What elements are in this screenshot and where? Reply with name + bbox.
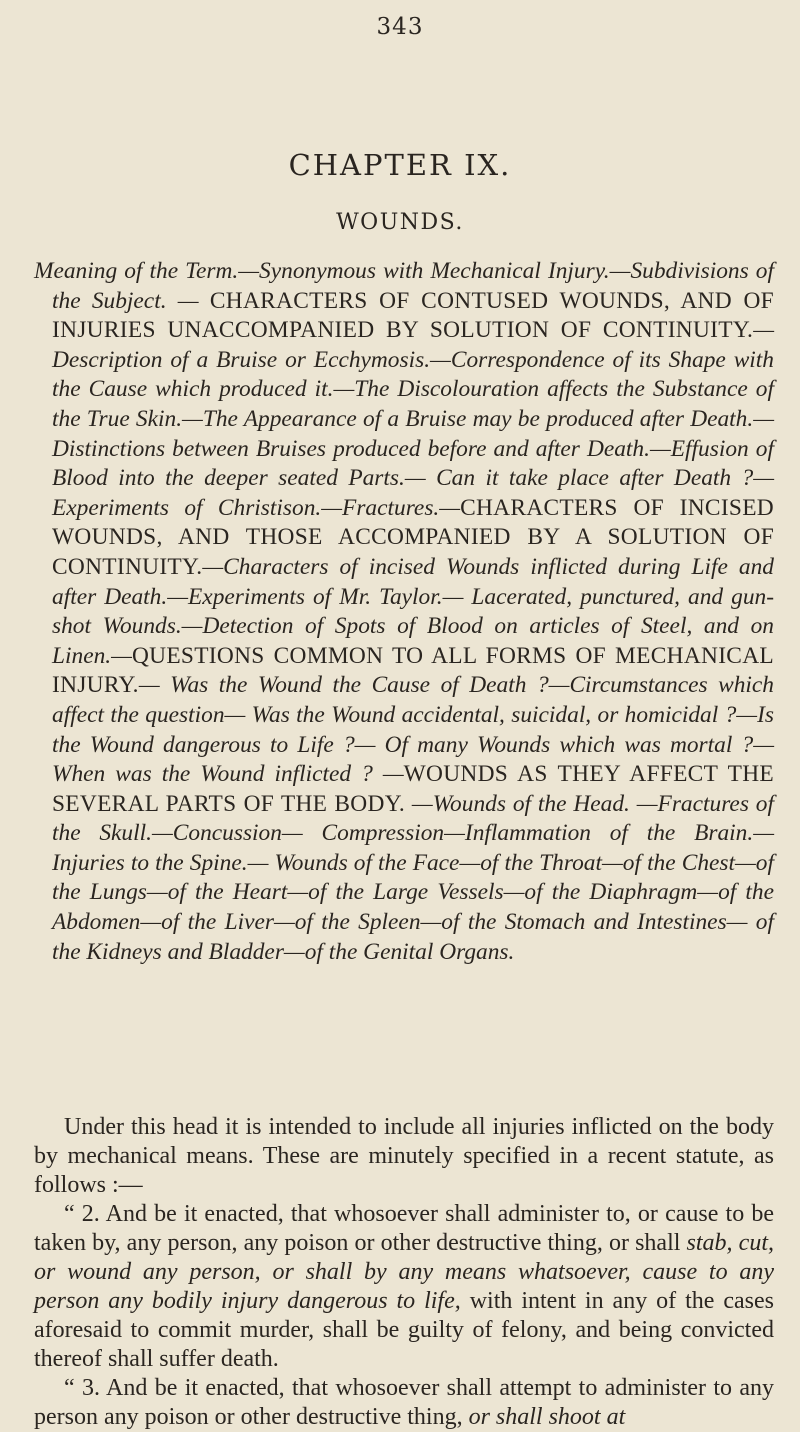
body-paragraph-1: Under this head it is intended to include all injuries inflicted on the body by mechanical means. These are minutely specified in a recent statute, as follows :— bbox=[34, 1114, 774, 1198]
summary-segment: Meaning of the Term.—Synonymous with Mechanical Injury.—Subdivisions of the Subject. — bbox=[34, 258, 774, 314]
summary-segment: —Wounds of the Head. —Fractures of the Skull.—Concussion— Compression—Inflammation of the Brain.—Injuries to the Spine.— Wounds of the Face—of the Throat—of the Chest—of the Lungs—of the Heart—of the Large Vessels—of the Diaphragm—of the Abdomen—of the Liver—of the Spleen—of the Stomach and Intestines— of the Kidneys and Bladder—of the Genital Organs. bbox=[52, 790, 774, 965]
summary-smallcaps-segment: CHARACTERS OF INCISED WOUNDS, AND THOSE ACCOMPANIED BY A SOLUTION OF CONTINUITY. bbox=[52, 494, 774, 580]
body-paragraph-2 bbox=[34, 1200, 774, 1374]
summary-smallcaps-segment: QUESTIONS COMMON TO ALL FORMS OF MECHANICAL INJURY. bbox=[52, 642, 774, 699]
summary-paragraph bbox=[34, 257, 774, 967]
summary-smallcaps-segment: WOUNDS AS THEY AFFECT THE SEVERAL PARTS OF THE BODY. bbox=[52, 761, 775, 817]
chapter-title: CHAPTER IX. bbox=[288, 148, 512, 182]
chapter-summary bbox=[34, 257, 774, 967]
summary-segment: —Characters of incised Wounds inflicted during Life and after Death.—Experiments of Mr. Taylor.— Lacerated, punctured, and gun-shot Wounds.—Detection of Spots of Blood on articles of Steel, and on Linen.— bbox=[52, 553, 774, 669]
statute-text: “ 3. And be it enacted, that whosoever shall attempt to administer to any person any poison or other destructive thing, bbox=[34, 1375, 774, 1430]
body-paragraph-3 bbox=[34, 1374, 774, 1432]
summary-smallcaps-segment: CHARACTERS OF CONTUSED WOUNDS, AND OF INJURIES UNACCOMPANIED BY SOLUTION OF CONTINUITY. bbox=[52, 287, 774, 344]
page-number: 343 bbox=[376, 14, 424, 40]
summary-segment: — Was the Wound the Cause of Death ?—Circumstances which affect the question— Was the Wound accidental, suicidal, or homicidal ?—Is the Wound dangerous to Life ?— Of many Wounds which was mortal ?— When was the Wound inflicted ? — bbox=[52, 672, 774, 788]
statute-text: with intent in any of the cases aforesaid to commit murder, shall be guilty of felony, and being convicted thereof shall suffer death. bbox=[34, 1288, 774, 1372]
statute-italic-text: or shall shoot at bbox=[468, 1404, 626, 1430]
section-heading: WOUNDS. bbox=[336, 210, 464, 235]
statute-text: “ 2. And be it enacted, that whosoever shall administer to, or cause to be taken by, any person, any poison or other destructive thing, or shall bbox=[34, 1201, 774, 1256]
summary-segment: —Description of a Bruise or Ecchymosis.—Correspondence of its Shape with the Cause which produced it.—The Discolouration affects the Substance of the True Skin.—The Appearance of a Bruise may be produced after Death.—Distinctions between Bruises produced before and after Death.—Effusion of Blood into the deeper seated Parts.— Can it take place after Death ?—Experiments of Christison.—Fractures.— bbox=[52, 317, 774, 521]
statute-italic-text: stab, cut, or wound any person, or shall by any means whatsoever, cause to any person any bodily injury dangerous to life, bbox=[34, 1230, 775, 1314]
body-text bbox=[34, 1113, 774, 1432]
